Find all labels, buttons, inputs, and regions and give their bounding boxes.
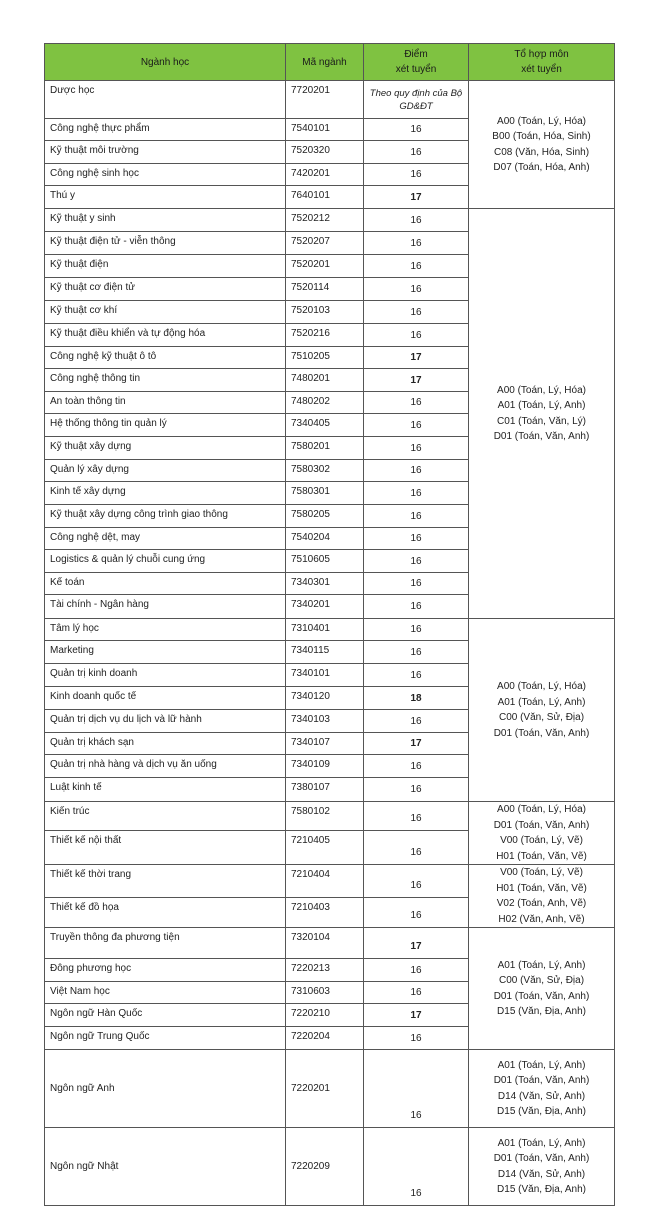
admission-score: 16 [364,141,469,164]
admission-score: 16 [364,1027,469,1050]
major-code: 7340107 [286,733,364,755]
major-code: 7640101 [286,186,364,209]
major-code: 7520207 [286,232,364,255]
table-header [45,44,615,81]
admission-score: 16 [364,460,469,482]
admission-score: 16 [364,482,469,505]
major-code: 7220213 [286,959,364,982]
combo-item: D01 (Toán, Văn, Anh) [493,1153,590,1164]
major-code: 7220201 [286,1050,364,1128]
admission-score: 16 [364,778,469,802]
major-name: Marketing [45,641,286,664]
admission-score: 17 [364,1004,469,1027]
combo-item: H02 (Văn, Anh, Vẽ) [498,913,585,925]
major-name: Công nghệ kỹ thuật ô tô [45,347,286,369]
combo-item: H01 (Toán, Văn, Vẽ) [496,882,587,894]
admission-score: 16 [364,710,469,733]
major-name: Truyền thông đa phương tiện [45,928,286,959]
major-name: Thiết kế nội thất [45,830,286,864]
admission-score: 16 [364,619,469,641]
major-code: 7340301 [286,573,364,595]
admission-score: 18 [364,687,469,710]
major-name: Tâm lý học [45,619,286,641]
table-row [45,865,615,898]
major-name: Kế toán [45,573,286,595]
table-row [45,619,615,641]
major-code: 7210405 [286,830,364,864]
admission-score: 16 [364,209,469,232]
major-name: Kỹ thuật xây dựng [45,437,286,460]
major-name: Luật kinh tế [45,778,286,802]
combo-item: D01 (Toán, Văn, Anh) [493,990,590,1002]
combo-item: C00 (Văn, Sử, Địa) [498,712,585,723]
admission-score-table [44,43,615,1206]
admission-score: 16 [364,505,469,528]
major-name: Công nghệ sinh học [45,164,286,186]
major-name: Công nghệ thực phẩm [45,119,286,141]
combo-item: V02 (Toán, Anh, Vẽ) [496,898,587,909]
major-name: Công nghệ dệt, may [45,528,286,550]
admission-score: 16 [364,897,469,927]
major-code: 7340120 [286,687,364,710]
major-code: 7580201 [286,437,364,460]
combo-item: V00 (Toán, Lý, Vẽ) [500,835,583,846]
major-code: 7340201 [286,595,364,619]
major-code: 7520320 [286,141,364,164]
major-code: 7480202 [286,392,364,414]
subject-combination [469,1050,615,1128]
major-code: 7580301 [286,482,364,505]
major-name: Kỹ thuật điện [45,255,286,278]
combo-item: A01 (Toán, Lý, Anh) [497,400,586,411]
admission-score: 16 [364,595,469,619]
major-code: 7340115 [286,641,364,664]
subject-combination [469,209,615,619]
admission-score: Theo quy định của Bộ GD&ĐT [364,81,469,119]
major-code: 7220210 [286,1004,364,1027]
admission-score: 16 [364,755,469,778]
subject-combination [469,1128,615,1206]
admission-score: 16 [364,1128,469,1206]
major-name: Quản lý xây dựng [45,460,286,482]
major-name: Kỹ thuật điều khiển và tự động hóa [45,324,286,347]
major-code: 7310603 [286,982,364,1004]
admission-score: 16 [364,392,469,414]
combo-item: D14 (Văn, Sử, Anh) [497,1090,586,1102]
admission-score: 16 [364,573,469,595]
major-code: 7380107 [286,778,364,802]
admission-score: 16 [364,641,469,664]
subject-combination [469,802,615,865]
table-row [45,802,615,831]
major-code: 7340103 [286,710,364,733]
major-name: Ngôn ngữ Hàn Quốc [45,1004,286,1027]
admission-score: 17 [364,347,469,369]
combo-item: D07 (Toán, Hóa, Anh) [493,162,590,173]
admission-score: 16 [364,255,469,278]
admission-score: 16 [364,301,469,324]
major-name: Hệ thống thông tin quản lý [45,414,286,437]
combo-item: A01 (Toán, Lý, Anh) [497,1137,586,1149]
major-code: 7420201 [286,164,364,186]
admission-score: 16 [364,664,469,687]
admission-score: 16 [364,278,469,301]
major-name: An toàn thông tin [45,392,286,414]
combo-item: A00 (Toán, Lý, Hóa) [497,384,586,396]
major-code: 7520114 [286,278,364,301]
major-code: 7580102 [286,802,364,831]
table-body [45,81,615,1206]
admission-score: 16 [364,232,469,255]
major-code: 7340109 [286,755,364,778]
major-name: Công nghệ thông tin [45,369,286,392]
major-name: Tài chính - Ngân hàng [45,595,286,619]
major-code: 7480201 [286,369,364,392]
major-name: Kinh doanh quốc tế [45,687,286,710]
major-name: Kỹ thuật xây dựng công trình giao thông [45,505,286,528]
major-code: 7520212 [286,209,364,232]
major-code: 7720201 [286,81,364,119]
major-code: 7220209 [286,1128,364,1206]
combo-item: D01 (Toán, Văn, Anh) [493,819,590,831]
major-code: 7340405 [286,414,364,437]
admission-score: 16 [364,959,469,982]
major-code: 7210403 [286,897,364,927]
header-combo: Tổ hợp môn xét tuyển [469,44,615,81]
major-code: 7510205 [286,347,364,369]
major-code: 7310401 [286,619,364,641]
major-name: Kiến trúc [45,802,286,831]
major-name: Thiết kế thời trang [45,865,286,898]
major-name: Quản trị khách sạn [45,733,286,755]
admission-score: 17 [364,186,469,209]
subject-combination [469,81,615,209]
subject-combination [469,619,615,802]
major-name: Việt Nam học [45,982,286,1004]
major-name: Thiết kế đồ họa [45,897,286,927]
major-name: Quản trị kinh doanh [45,664,286,687]
major-name: Ngôn ngữ Anh [45,1050,286,1128]
major-name: Kỹ thuật y sinh [45,209,286,232]
admission-score: 16 [364,550,469,573]
admission-score: 16 [364,982,469,1004]
major-code: 7540204 [286,528,364,550]
major-code: 7210404 [286,865,364,898]
combo-item: D15 (Văn, Địa, Anh) [497,1106,586,1117]
combo-item: C01 (Toán, Văn, Lý) [497,415,586,427]
combo-item: A00 (Toán, Lý, Hóa) [497,115,586,127]
combo-item: A01 (Toán, Lý, Anh) [497,1059,586,1071]
combo-item: A01 (Toán, Lý, Anh) [497,696,586,708]
admission-score: 16 [364,1050,469,1128]
admission-score: 16 [364,119,469,141]
admission-score: 16 [364,528,469,550]
combo-item: D15 (Văn, Địa, Anh) [497,1184,586,1195]
subject-combination [469,928,615,1050]
combo-item: D01 (Toán, Văn, Anh) [493,727,590,739]
major-code: 7580302 [286,460,364,482]
table-row [45,1128,615,1206]
admission-score: 17 [364,733,469,755]
combo-item: A01 (Toán, Lý, Anh) [497,959,586,971]
header-code: Mã ngành [286,44,364,81]
major-code: 7340101 [286,664,364,687]
admission-score: 16 [364,865,469,898]
major-name: Kỹ thuật cơ khí [45,301,286,324]
major-name: Ngôn ngữ Trung Quốc [45,1027,286,1050]
major-code: 7520216 [286,324,364,347]
combo-item: V00 (Toán, Lý, Vẽ) [500,867,583,878]
major-code: 7320104 [286,928,364,959]
admission-score: 16 [364,164,469,186]
major-name: Kỹ thuật cơ điện tử [45,278,286,301]
major-code: 7540101 [286,119,364,141]
admission-score: 16 [364,414,469,437]
major-name: Ngôn ngữ Nhật [45,1128,286,1206]
combo-item: A00 (Toán, Lý, Hóa) [497,804,586,815]
header-major: Ngành học [45,44,286,81]
table-row [45,928,615,959]
major-code: 7220204 [286,1027,364,1050]
major-name: Đông phương học [45,959,286,982]
table-row [45,81,615,119]
combo-item: C08 (Văn, Hóa, Sinh) [493,146,590,158]
admission-score: 17 [364,928,469,959]
admission-score: 17 [364,369,469,392]
admission-score: 16 [364,324,469,347]
major-code: 7520201 [286,255,364,278]
admission-score: 16 [364,802,469,831]
admission-score: 16 [364,830,469,864]
combo-item: D01 (Toán, Văn, Anh) [493,1075,590,1086]
admission-score: 16 [364,437,469,460]
major-name: Kỹ thuật điện tử - viễn thông [45,232,286,255]
major-name: Quản trị nhà hàng và dịch vụ ăn uống [45,755,286,778]
major-name: Kinh tế xây dựng [45,482,286,505]
table-row [45,209,615,232]
combo-item: D14 (Văn, Sử, Anh) [497,1168,586,1180]
combo-item: C00 (Văn, Sử, Địa) [498,975,585,986]
major-code: 7510605 [286,550,364,573]
major-name: Thú y [45,186,286,209]
major-name: Quản trị dịch vụ du lịch và lữ hành [45,710,286,733]
combo-item: D15 (Văn, Địa, Anh) [497,1006,586,1017]
major-name: Dược học [45,81,286,119]
table-row [45,1050,615,1128]
major-name: Kỹ thuật môi trường [45,141,286,164]
subject-combination [469,865,615,928]
header-score: Điểm xét tuyển [364,44,469,81]
combo-item: D01 (Toán, Văn, Anh) [493,431,590,442]
major-code: 7580205 [286,505,364,528]
combo-item: B00 (Toán, Hóa, Sinh) [492,131,591,142]
major-code: 7520103 [286,301,364,324]
combo-item: A00 (Toán, Lý, Hóa) [497,681,586,692]
combo-item: H01 (Toán, Văn, Vẽ) [496,850,587,862]
major-name: Logistics & quản lý chuỗi cung ứng [45,550,286,573]
